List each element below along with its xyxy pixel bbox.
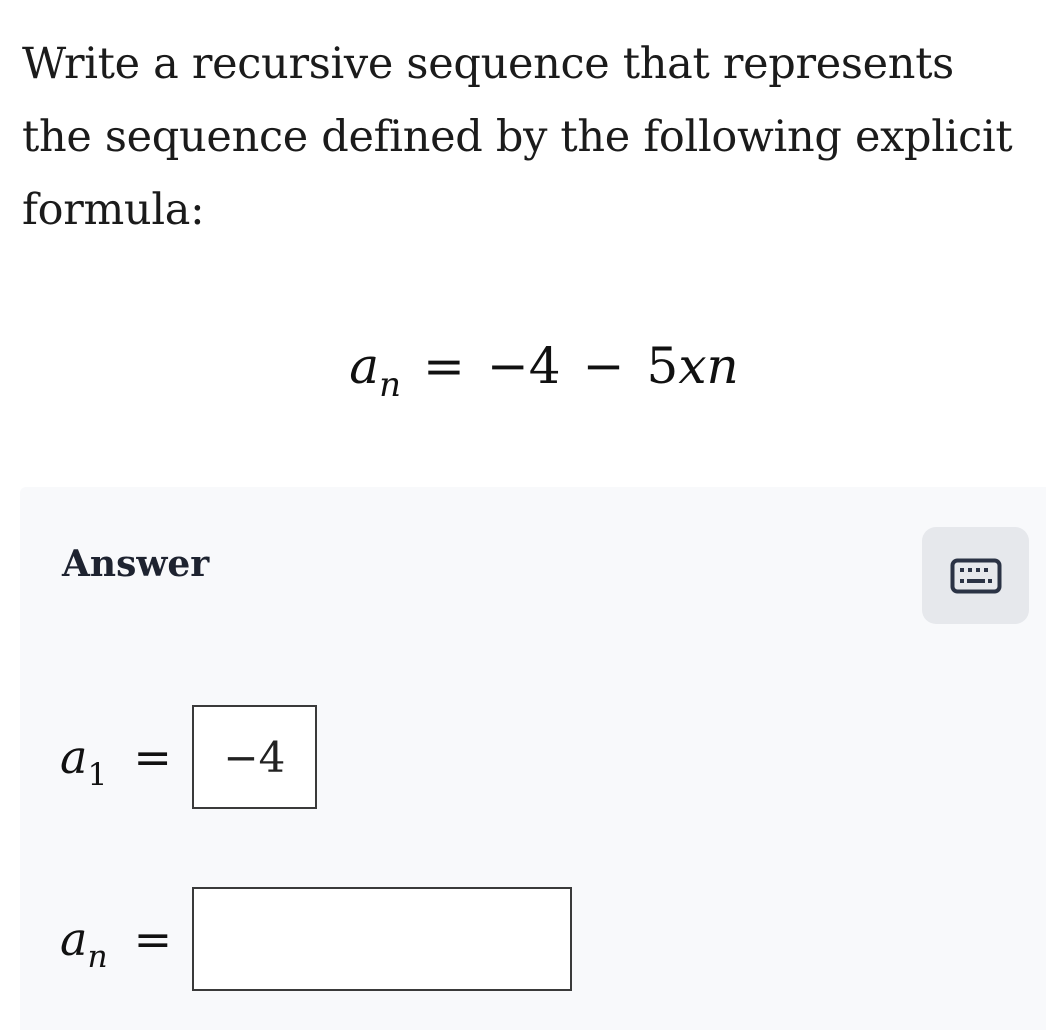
first-term-row [60, 705, 317, 809]
first-term-equals: = [133, 730, 172, 784]
recursive-term-input[interactable] [192, 887, 572, 991]
first-term-var: a [60, 730, 88, 784]
recursive-term-row [60, 887, 572, 991]
formula-minus: − [582, 337, 625, 395]
recursive-term-var: a [60, 912, 88, 966]
formula-const: −4 [486, 337, 561, 395]
first-term-sub: 1 [87, 756, 108, 793]
keyboard-toggle-button[interactable] [922, 527, 1029, 624]
formula-var-x: x [678, 337, 707, 395]
formula-coefficient: 5 [646, 337, 679, 395]
answer-label: Answer [62, 543, 210, 585]
formula-equals: = [422, 337, 465, 395]
keyboard-icon [950, 558, 1002, 594]
question-text: Write a recursive sequence that represents the sequence defined by the following explicit formula: [22, 39, 1013, 235]
recursive-term-sub: n [87, 938, 108, 975]
recursive-term-equals: = [133, 912, 173, 966]
formula-var-n: n [706, 337, 739, 395]
answer-panel [20, 487, 1046, 1030]
formula-lhs-sub: n [379, 364, 401, 405]
first-term-input[interactable]: −4 [192, 705, 317, 809]
explicit-formula [0, 326, 1046, 406]
formula-lhs-var: a [349, 337, 380, 395]
